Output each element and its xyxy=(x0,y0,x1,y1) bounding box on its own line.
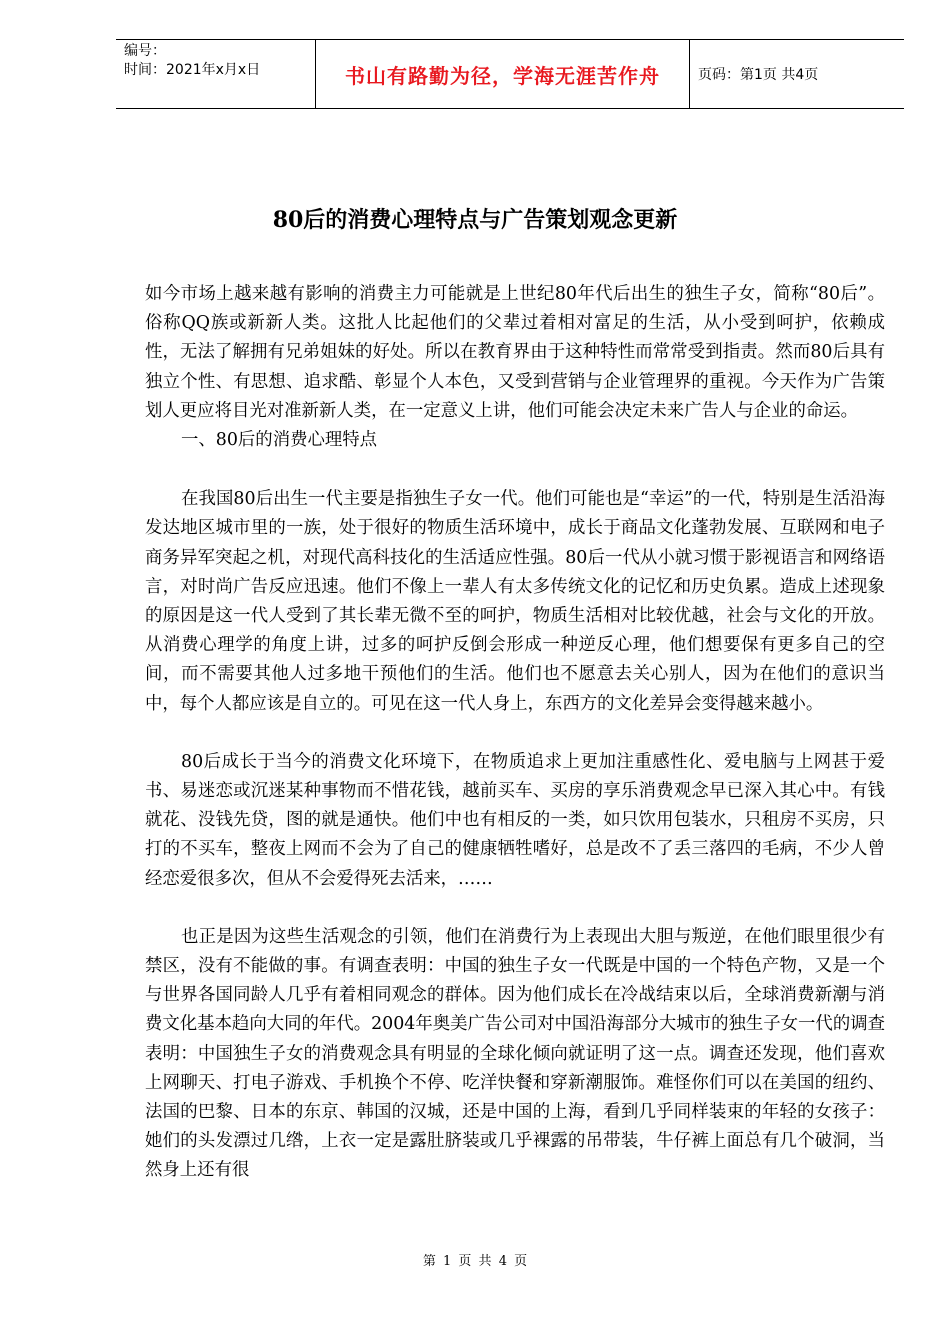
paragraph-2: 在我国80后出生一代主要是指独生子女一代。他们可能也是“幸运”的一代，特别是生活沿海发达地区城市里的一族，处于很好的物质生活环境中，成长于商品文化蓬勃发展、互联网和电子商务异军突起之机，对现代高科技化的生活适应性强。80后一代从小就习惯于影视语言和网络语言，对时尚广告反应迅速。他们不像上一辈人有太多传统文化的记忆和历史负累。造成上述现象的原因是这一代人受到了其长辈无微不至的呵护，物质生活相对比较优越，社会与文化的开放。从消费心理学的角度上讲，过多的呵护反倒会形成一种逆反心理，他们想要保有更多自己的空间，而不需要其他人过多地干预他们的生活。他们也不愿意去关心别人，因为在他们的意识当中，每个人都应该是自立的。可见在这一代人身上，东西方的文化差异会变得越来越小。 xyxy=(145,489,885,714)
header-page-label: 页码：第1页 共4页 xyxy=(698,67,819,83)
paragraph-intro: 如今市场上越来越有影响的消费主力可能就是上世纪80年代后出生的独生子女，简称“80后”。俗称QQ族或新新人类。这批人比起他们的父辈过着相对富足的生活，从小受到呵护，依赖成性，无法了解拥有兄弟姐妹的好处。所以在教育界由于这种特性而常常受到指责。然而80后具有独立个性、有思想、追求酷、彰显个人本色，又受到营销与企业管理界的重视。今天作为广告策划人更应将目光对准新新人类，在一定意义上讲，他们可能会决定未来广告人与企业的命运。 xyxy=(145,284,885,421)
document-body xyxy=(145,280,885,1186)
paragraph-4: 也正是因为这些生活观念的引领，他们在消费行为上表现出大胆与叛逆，在他们眼里很少有禁区，没有不能做的事。有调查表明：中国的独生子女一代既是中国的一个特色产物，又是一个与世界各国同龄人几乎有着相同观念的群体。因为他们成长在冷战结束以后，全球消费新潮与消费文化基本趋向大同的年代。2004年奥美广告公司对中国沿海部分大城市的独生子女一代的调查表明：中国独生子女的消费观念具有明显的全球化倾向就证明了这一点。调查还发现，他们喜欢上网聊天、打电子游戏、手机换个不停、吃洋快餐和穿新潮服饰。难怪你们可以在美国的纽约、法国的巴黎、日本的东京、韩国的汉城，还是中国的上海，看到几乎同样装束的年轻的女孩子：她们的头发漂过几绺，上衣一定是露肚脐装或几乎裸露的吊带装，牛仔裤上面总有几个破洞，当然身上还有很 xyxy=(145,926,885,1181)
paragraph-3: 80后成长于当今的消费文化环境下，在物质追求上更加注重感性化、爱电脑与上网甚于爱书、易迷恋或沉迷某种事物而不惜花钱，越前买车、买房的享乐消费观念早已深入其心中。有钱就花、没钱先贷，图的就是通快。他们中也有相反的一类，如只饮用包装水，只租房不买房，只打的不买车，整夜上网而不会为了自己的健康牺牲嗜好，总是改不了丢三落四的毛病，不少人曾经恋爱很多次，但从不会爱得死去活来，…… xyxy=(145,751,885,889)
header-motto: 书山有路勤为径，学海无涯苦作舟 xyxy=(316,40,690,108)
time-label: 时间：2021年x月x日 xyxy=(124,62,261,78)
header-meta xyxy=(116,40,316,108)
page-footer: 第 1 页 共 4 页 xyxy=(422,1254,528,1269)
document-header xyxy=(116,39,904,109)
document-title: 80后的消费心理特点与广告策划观念更新 xyxy=(272,207,678,233)
number-label: 编号： xyxy=(124,43,166,59)
section-heading: 一、80后的消费心理特点 xyxy=(181,430,378,451)
